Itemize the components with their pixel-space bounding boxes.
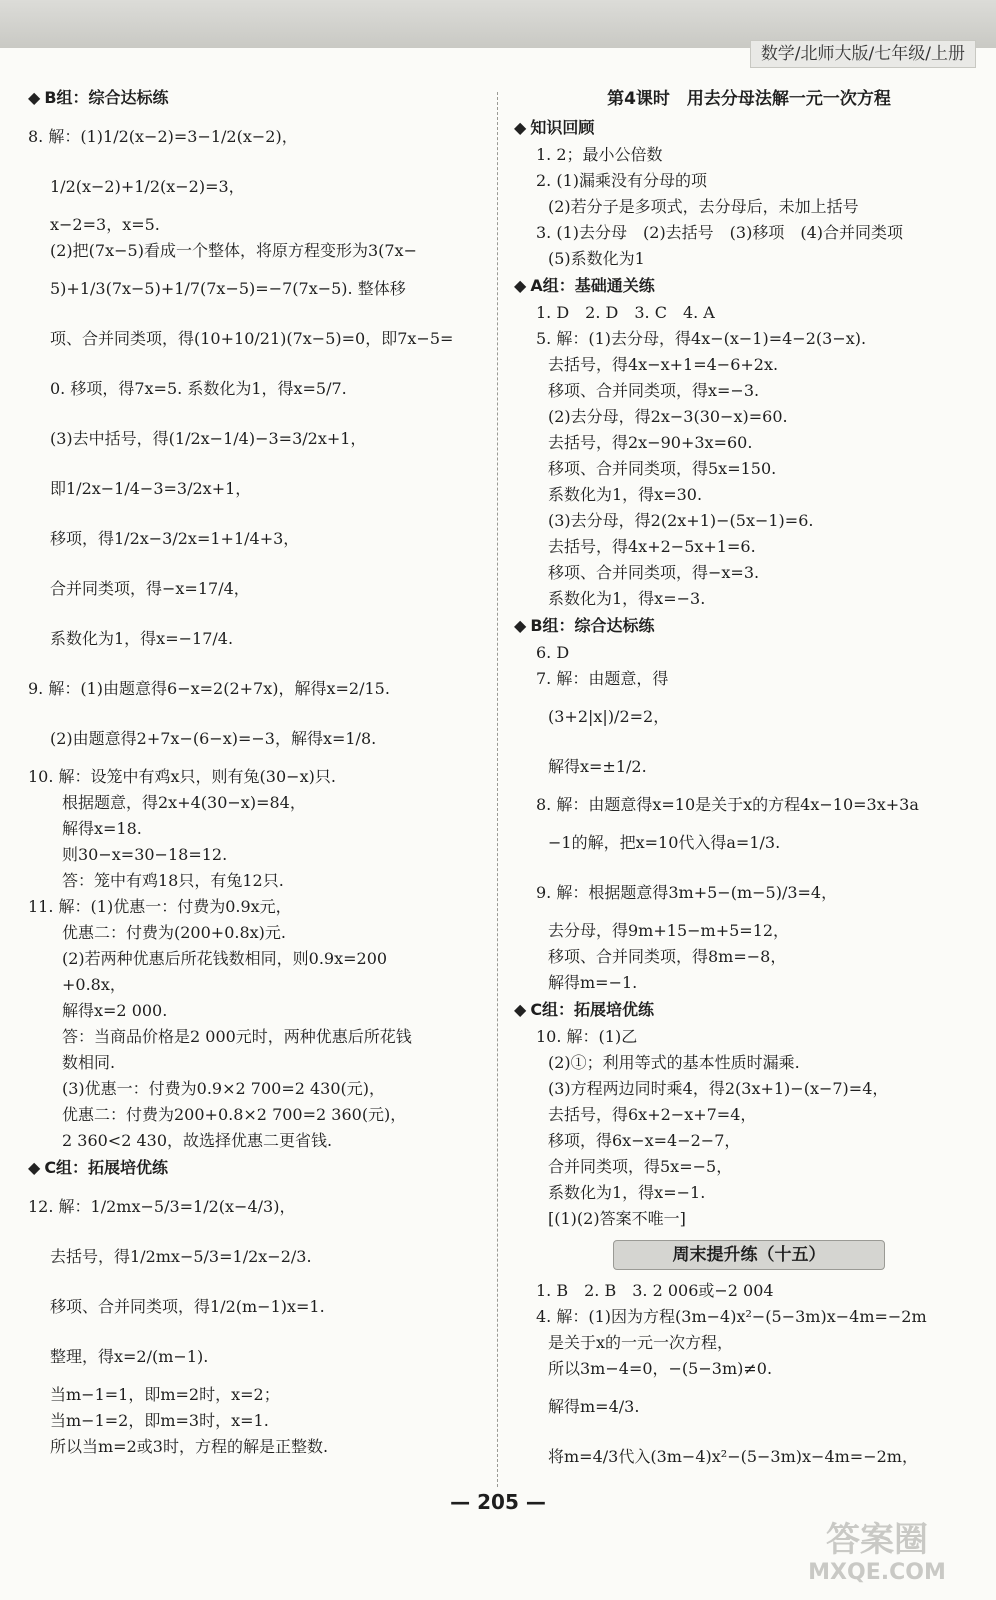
- section-heading-row: [514, 114, 984, 142]
- answer-line: 系数化为1，得x=−1.: [548, 1183, 706, 1202]
- answer-line: 1. 2；最小公倍数: [536, 145, 663, 164]
- answer-line: 答：笼中有鸡18只，有兔12只.: [62, 871, 284, 890]
- answer-line: 11. 解：(1)优惠一：付费为0.9x元，: [28, 897, 292, 916]
- section-heading-text: 知识回顾: [530, 118, 595, 137]
- answer-line: 8. 解：由题意得x=10是关于x的方程4x−10=3x+3a: [536, 795, 919, 814]
- answer-line: 去分母，得9m+15−m+5=12，: [548, 921, 790, 940]
- watermark-title: 答案圈: [826, 1520, 928, 1560]
- answer-line: (5)系数化为1: [548, 249, 645, 268]
- diamond-icon: ◆: [28, 1158, 41, 1177]
- watermark-url: MXQE.COM: [808, 1560, 946, 1585]
- answer-line: 系数化为1，得x=−17/4.: [50, 629, 234, 648]
- weekend-practice-banner: 周末提升练（十五）: [613, 1240, 885, 1270]
- answer-line: 4. 解：(1)因为方程(3m−4)x²−(5−3m)x−4m=−2m: [536, 1307, 927, 1326]
- answer-line: (3)方程两边同时乘4，得2(3x+1)−(x−7)=4，: [548, 1079, 889, 1098]
- answer-line: 合并同类项，得5x=−5，: [548, 1157, 733, 1176]
- answer-line: (3)去分母，得2(2x+1)−(5x−1)=6.: [548, 511, 814, 530]
- answer-line: (3+2|x|)/2=2，: [548, 707, 670, 726]
- answer-line: −1的解，把x=10代入得a=1/3.: [548, 833, 781, 852]
- answer-line: x−2=3，x=5.: [50, 215, 160, 234]
- answer-line: 2 360<2 430，故选择优惠二更省钱.: [62, 1131, 333, 1150]
- answer-line: 合并同类项，得−x=17/4，: [50, 579, 250, 598]
- answer-line: (2)若两种优惠后所花钱数相同，则0.9x=200: [62, 949, 388, 968]
- section-heading-row: [514, 996, 984, 1024]
- answer-line: 去括号，得4x−x+1=4−6+2x.: [548, 355, 779, 374]
- answer-line: 7. 解：由题意，得: [536, 669, 669, 688]
- answer-line: 5. 解：(1)去分母，得4x−(x−1)=4−2(3−x).: [536, 329, 867, 348]
- right-column: [514, 84, 984, 1482]
- answer-line: 6. D: [536, 643, 570, 662]
- answer-line: (2)把(7x−5)看成一个整体，将原方程变形为3(7x−: [50, 241, 417, 260]
- answer-line: 2. (1)漏乘没有分母的项: [536, 171, 708, 190]
- diamond-icon: ◆: [514, 118, 527, 137]
- answer-line: 即1/2x−1/4−3=3/2x+1，: [50, 479, 252, 498]
- answer-line: 3. (1)去分母 (2)去括号 (3)移项 (4)合并同类项: [536, 223, 904, 242]
- answer-line: 当m−1=1，即m=2时，x=2；: [50, 1385, 280, 1404]
- answer-line: 解得x=±1/2.: [548, 757, 647, 776]
- answer-line: 将m=4/3代入(3m−4)x²−(5−3m)x−4m=−2m，: [548, 1447, 918, 1466]
- answer-line: 项、合并同类项，得(10+10/21)(7x−5)=0，即7x−5=: [50, 329, 454, 348]
- answer-line: 系数化为1，得x=30.: [548, 485, 703, 504]
- section-heading-row: [514, 612, 984, 640]
- answer-line: 移项、合并同类项，得−x=3.: [548, 563, 760, 582]
- answer-line: (3)去中括号，得(1/2x−1/4)−3=3/2x+1，: [50, 429, 367, 448]
- answer-line: 5)+1/3(7x−5)+1/7(7x−5)=−7(7x−5). 整体移: [50, 279, 406, 298]
- book-tag: 数学/北师大版/七年级/上册: [750, 40, 976, 68]
- answer-line: (2)由题意得2+7x−(6−x)=−3，解得x=1/8.: [50, 729, 377, 748]
- answer-line: 1. B 2. B 3. 2 006或−2 004: [536, 1281, 774, 1300]
- answer-line: 移项，得6x−x=4−2−7，: [548, 1131, 741, 1150]
- answer-line: 10. 解：(1)乙: [536, 1027, 638, 1046]
- answer-line: 9. 解：(1)由题意得6−x=2(2+7x)，解得x=2/15.: [28, 679, 390, 698]
- section-heading-text: B组：综合达标练: [530, 616, 655, 635]
- answer-line: 优惠二：付费为(200+0.8x)元.: [62, 923, 286, 942]
- answer-line: 9. 解：根据题意得3m+5−(m−5)/3=4，: [536, 883, 838, 902]
- answer-line: 1/2(x−2)+1/2(x−2)=3，: [50, 177, 245, 196]
- answer-line: 解得x=18.: [62, 819, 142, 838]
- answer-line: 8. 解：(1)1/2(x−2)=3−1/2(x−2)，: [28, 127, 298, 146]
- answer-line: 根据题意，得2x+4(30−x)=84，: [62, 793, 306, 812]
- section-heading-text: C组：拓展培优练: [44, 1158, 169, 1177]
- answer-line: 当m−1=2，即m=3时，x=1.: [50, 1411, 269, 1430]
- answer-line: 去括号，得1/2mx−5/3=1/2x−2/3.: [50, 1247, 312, 1266]
- answer-line: 去括号，得6x+2−x+7=4，: [548, 1105, 757, 1124]
- answer-line: 则30−x=30−18=12.: [62, 845, 228, 864]
- column-divider: [497, 92, 498, 1487]
- section-heading-row: [514, 272, 984, 300]
- section-heading-text: A组：基础通关练: [530, 276, 655, 295]
- answer-line: 移项、合并同类项，得1/2(m−1)x=1.: [50, 1297, 325, 1316]
- left-column: [28, 84, 490, 1460]
- answer-line: 10. 解：设笼中有鸡x只，则有兔(30−x)只.: [28, 767, 336, 786]
- answer-line: (2)①；利用等式的基本性质时漏乘.: [548, 1053, 800, 1072]
- diamond-icon: ◆: [514, 1000, 527, 1019]
- diamond-icon: ◆: [514, 616, 527, 635]
- answer-line: 所以3m−4=0，−(5−3m)≠0.: [548, 1359, 773, 1378]
- answer-line: 数相同.: [62, 1053, 116, 1072]
- right-lines: [514, 114, 984, 1232]
- right-lines-2: [514, 1278, 984, 1482]
- answer-line: 是关于x的一元一次方程，: [548, 1333, 734, 1352]
- answer-line: 解得m=−1.: [548, 973, 638, 992]
- answer-line: (3)优惠一：付费为0.9×2 700=2 430(元)，: [62, 1079, 386, 1098]
- answer-line: 答：当商品价格是2 000元时，两种优惠后所花钱: [62, 1027, 412, 1046]
- answer-line: +0.8x，: [62, 975, 126, 994]
- answer-line: [(1)(2)答案不唯一]: [548, 1209, 686, 1228]
- answer-line: (2)若分子是多项式，去分母后，未加上括号: [548, 197, 859, 216]
- answer-line: 0. 移项，得7x=5. 系数化为1，得x=5/7.: [50, 379, 347, 398]
- diamond-icon: ◆: [28, 88, 41, 107]
- answer-line: 1. D 2. D 3. C 4. A: [536, 303, 715, 322]
- page-number: — 205 —: [450, 1490, 546, 1514]
- answer-line: 去括号，得4x+2−5x+1=6.: [548, 537, 756, 556]
- watermark-logo: [782, 1512, 972, 1588]
- section-heading-text: B组：综合达标练: [44, 88, 169, 107]
- answer-line: 移项、合并同类项，得5x=150.: [548, 459, 777, 478]
- answer-line: 整理，得x=2/(m−1).: [50, 1347, 209, 1366]
- answer-line: 所以当m=2或3时，方程的解是正整数.: [50, 1437, 329, 1456]
- answer-line: 系数化为1，得x=−3.: [548, 589, 706, 608]
- section-heading-row: [28, 84, 490, 112]
- answer-line: (2)去分母，得2x−3(30−x)=60.: [548, 407, 788, 426]
- answer-line: 移项，得1/2x−3/2x=1+1/4+3，: [50, 529, 300, 548]
- answer-line: 移项、合并同类项，得x=−3.: [548, 381, 760, 400]
- answer-line: 12. 解：1/2mx−5/3=1/2(x−4/3)，: [28, 1197, 296, 1216]
- answer-line: 移项、合并同类项，得8m=−8，: [548, 947, 787, 966]
- diamond-icon: ◆: [514, 276, 527, 295]
- lesson-title: 第4课时 用去分母法解一元一次方程: [607, 89, 891, 109]
- answer-line: 解得x=2 000.: [62, 1001, 168, 1020]
- answer-line: 去括号，得2x−90+3x=60.: [548, 433, 753, 452]
- section-heading-row: [28, 1154, 490, 1182]
- section-heading-text: C组：拓展培优练: [530, 1000, 655, 1019]
- answer-line: 解得m=4/3.: [548, 1397, 640, 1416]
- answer-line: 优惠二：付费为200+0.8×2 700=2 360(元)，: [62, 1105, 407, 1124]
